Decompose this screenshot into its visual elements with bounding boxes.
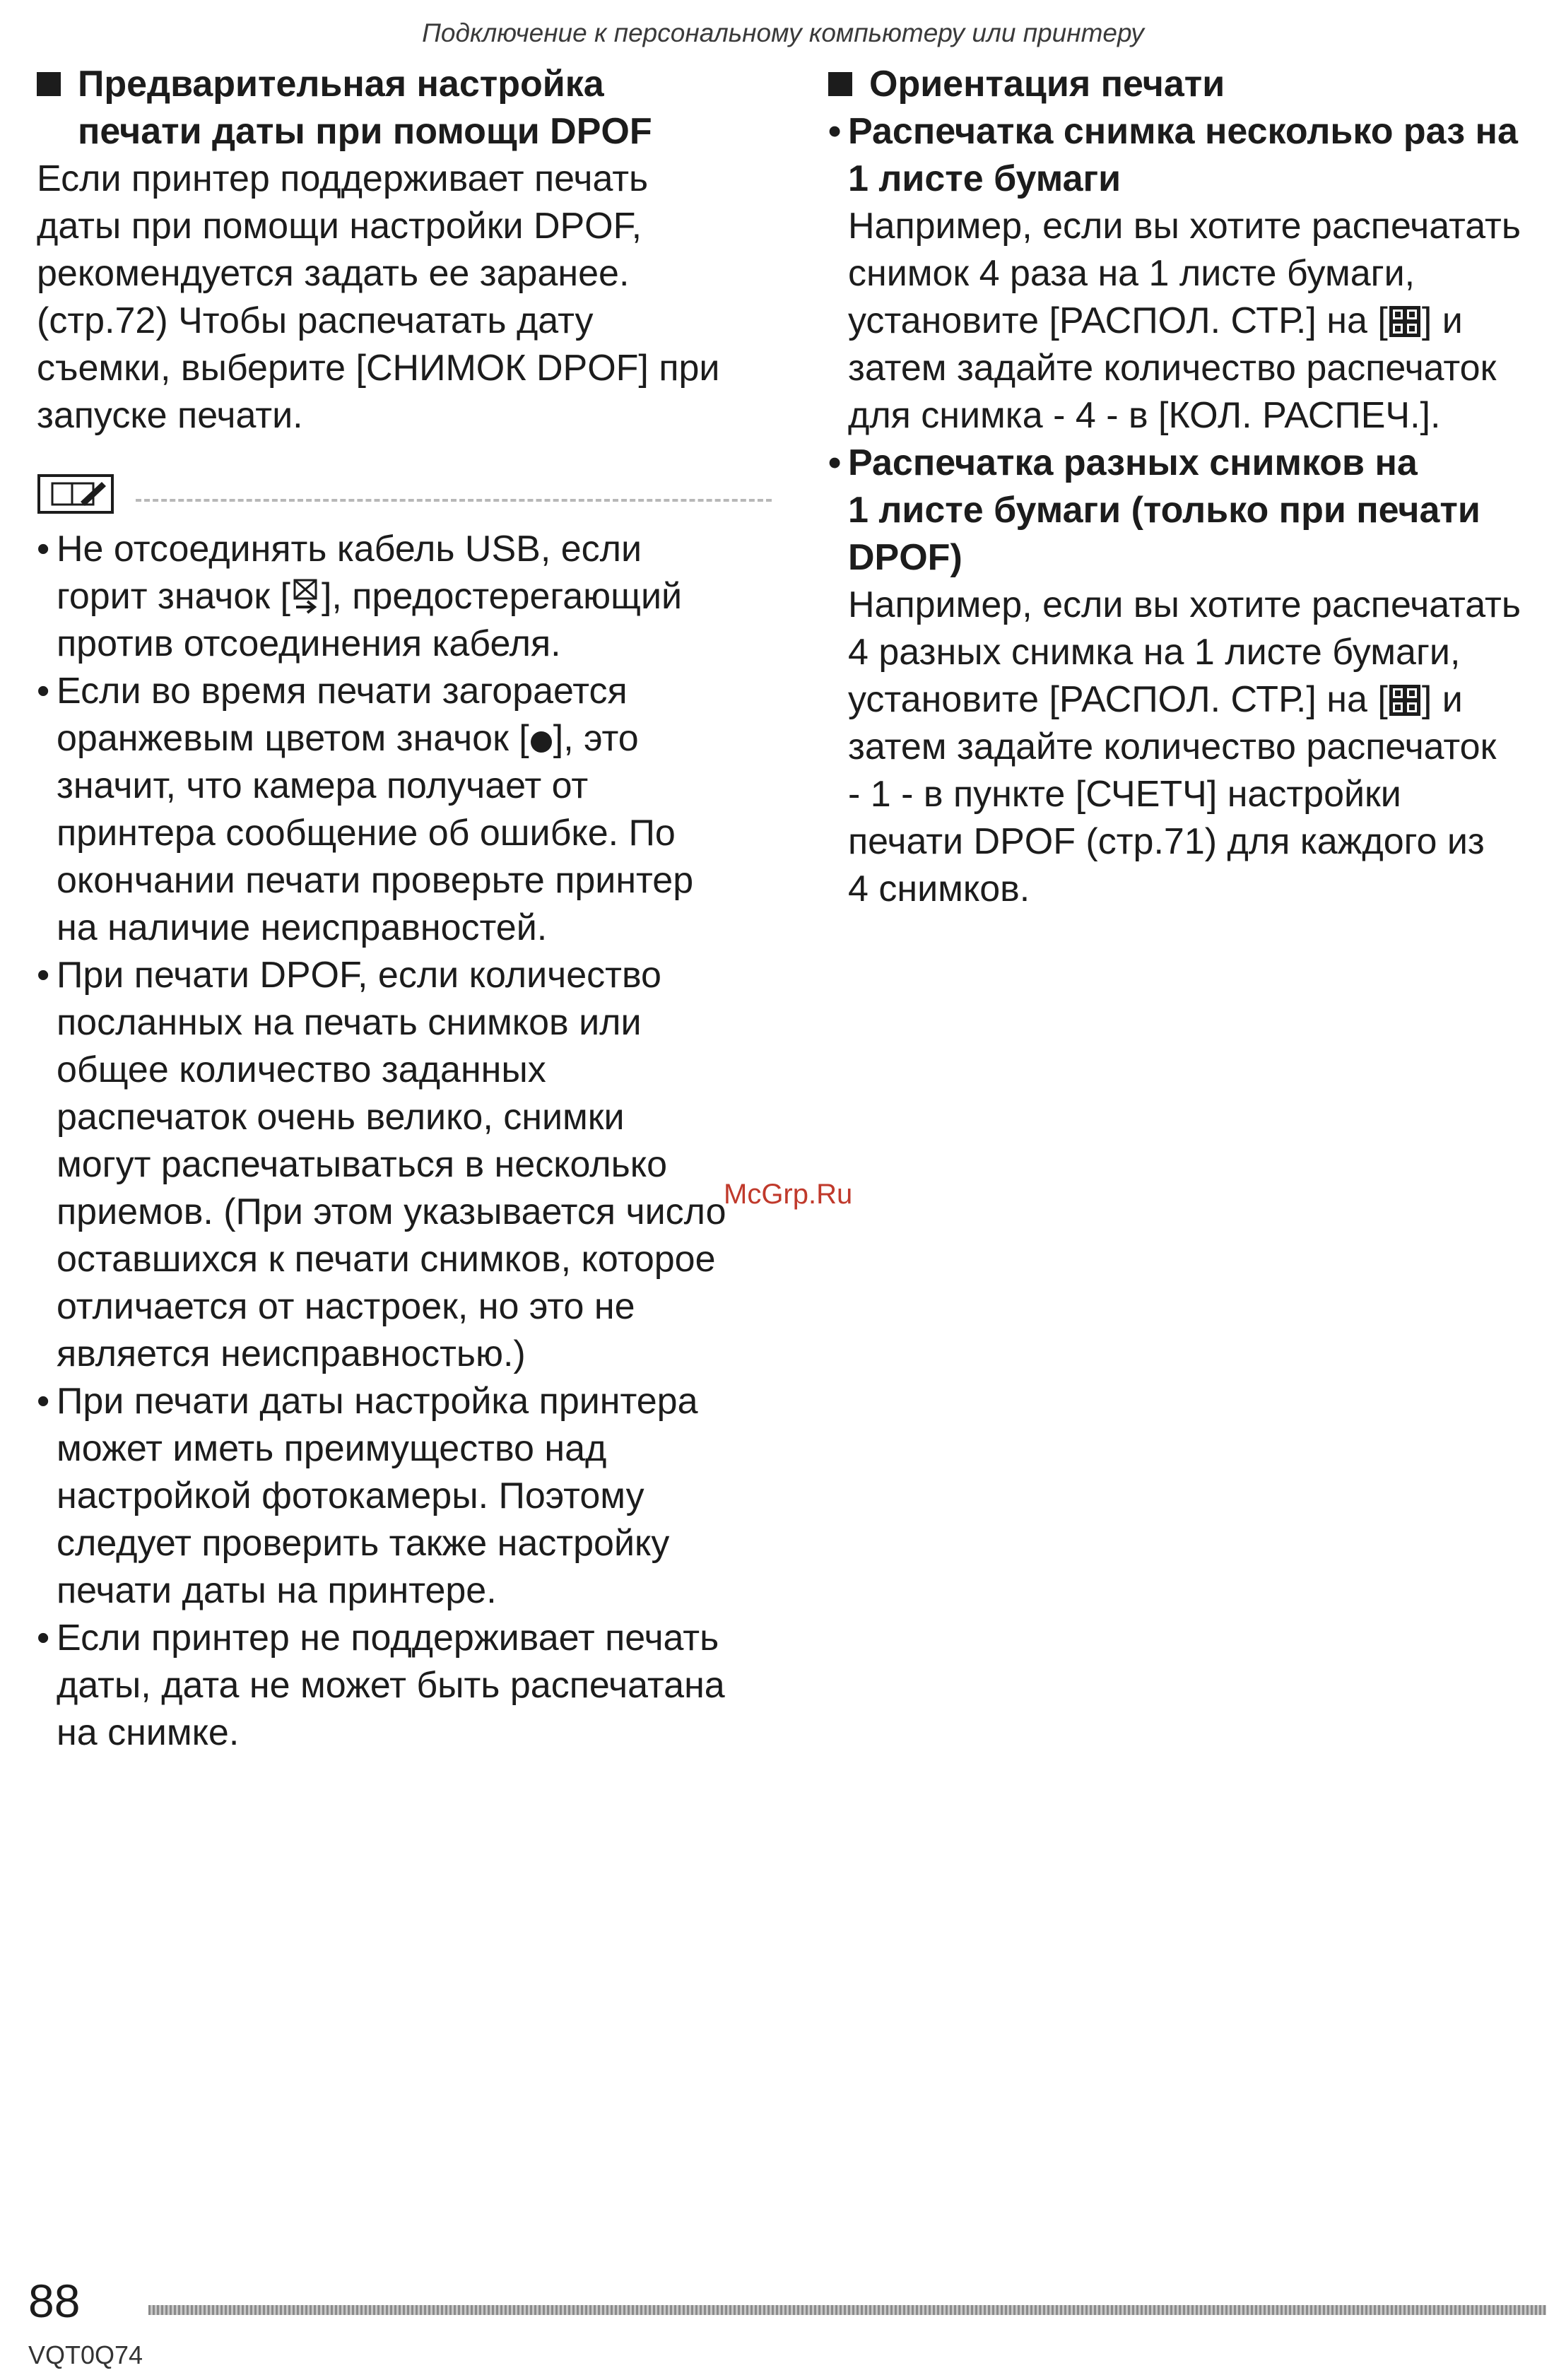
text-line: • Если во время печати загорается [57,671,628,712]
text-line: 1 листе бумаги [848,158,1121,199]
text-line: съемки, выберите [СНИМОК DPOF] при [37,348,720,389]
text-line: • При печати даты настройка принтера [57,1381,698,1422]
heading-line: Ориентация печати [869,64,1225,105]
bullet-dot: • [828,111,842,152]
dashed-separator [136,499,772,502]
text-line [848,676,1542,724]
section-heading-print-layout [828,61,1542,108]
text-line: Если принтер поддерживает печать [37,158,649,199]
text-line: • Если принтер не поддерживает печать [57,1618,719,1659]
dpof-date-paragraph [37,155,772,440]
note-item-orange-indicator [37,668,772,952]
text-line: • При печати DPOF, если количество [57,955,661,996]
text-line: рекомендуется задать ее заранее. [37,253,630,294]
subsection-body [848,203,1542,440]
memo-note-icon [37,473,114,514]
text-line: против отсоединения кабеля. [57,623,561,664]
text-line [848,298,1542,345]
text-line: принтера сообщение об ошибке. По [57,813,676,854]
text-fragment: ], это [553,718,639,759]
section-bullet-square-icon [828,72,852,96]
four-per-page-layout-icon [1388,683,1422,717]
note-item-dpof-quantity [37,952,772,1378]
note-item-printer-priority [37,1378,772,1615]
text-line [57,715,772,762]
note-item-no-date-support [37,1615,772,1757]
text-line: на наличие неисправностей. [57,907,548,948]
footer-rule [148,2305,1546,2315]
text-line: приемов. (При этом указывается число [57,1191,726,1232]
document-code: VQT0Q74 [28,2340,143,2369]
text-line: даты при помощи настройки DPOF, [37,206,642,247]
text-line: (стр.72) Чтобы распечатать дату [37,300,594,341]
text-line: окончании печати проверьте принтер [57,860,694,901]
text-fragment: оранжевым цветом значок [ [57,718,529,759]
do-not-disconnect-cable-icon [290,577,322,614]
text-line: запуске печати. [37,395,303,436]
layout-subsection-different-images [828,440,1542,913]
subsection-body [848,582,1542,913]
page-number: 88 [28,2275,81,2327]
text-line: • Не отсоединять кабель USB, если [57,529,642,570]
notes-list [37,526,772,1757]
text-line: затем задайте количество распечаток [848,726,1497,767]
section-bullet-square-icon [37,72,61,96]
text-line: затем задайте количество распечаток [848,348,1497,389]
text-line: печати DPOF (стр.71) для каждого из [848,821,1485,862]
text-line: Например, если вы хотите распечатать [848,584,1521,625]
subsection-title [828,108,1542,203]
text-fragment: установите [РАСПОЛ. СТР.] на [ [848,300,1388,341]
text-line [57,573,772,620]
right-column [828,61,1542,913]
four-per-page-layout-icon [1388,305,1422,338]
text-line: общее количество заданных [57,1049,546,1090]
text-line: посланных на печать снимков или [57,1002,642,1043]
text-line: печати даты на принтере. [57,1570,497,1611]
text-line: Например, если вы хотите распечатать [848,206,1521,247]
section-heading-dpof-date [37,61,772,155]
text-line: отличается от настроек, но это не [57,1286,635,1327]
text-line: 4 разных снимка на 1 листе бумаги, [848,632,1461,673]
running-header: Подключение к персональному компьютеру или принтеру [422,18,1144,47]
heading-line: Предварительная настройка [78,64,604,105]
heading-line: печати даты при помощи DPOF [78,111,652,152]
text-line: следует проверить также настройку [57,1523,670,1564]
text-line: 4 снимков. [848,868,1030,909]
bullet-dot: • [828,442,842,483]
text-line: для снимка - 4 - в [КОЛ. РАСПЕЧ.]. [848,395,1441,436]
text-line: могут распечатываться в несколько [57,1144,667,1185]
text-line: - 1 - в пункте [СЧЕТЧ] настройки [848,774,1401,815]
left-column [37,61,772,1757]
text-fragment: ] и [1421,679,1463,720]
subsection-title [828,440,1542,582]
orange-status-dot-icon [529,725,553,756]
text-fragment: горит значок [ [57,576,290,617]
text-line: оставшихся к печати снимков, которое [57,1239,716,1280]
text-fragment: установите [РАСПОЛ. СТР.] на [ [848,679,1388,720]
text-line: даты, дата не может быть распечатана [57,1665,725,1706]
text-line: является неисправностью.) [57,1333,526,1374]
text-fragment: ], предостерегающий [321,576,683,617]
text-line: DPOF) [848,537,962,578]
text-line: Распечатка разных снимков на [848,442,1418,483]
text-line: может иметь преимущество над [57,1428,607,1469]
watermark: McGrp.Ru [724,1179,853,1210]
text-line: на снимке. [57,1712,240,1753]
text-line: снимок 4 раза на 1 листе бумаги, [848,253,1415,294]
layout-subsection-same-image [828,108,1542,440]
text-line: распечаток очень велико, снимки [57,1097,625,1138]
notes-divider [37,469,772,526]
text-line: 1 листе бумаги (только при печати [848,490,1480,531]
text-fragment: ] и [1421,300,1463,341]
text-line: Распечатка снимка несколько раз на [848,111,1518,152]
text-line: значит, что камера получает от [57,765,589,806]
note-item-usb [37,526,772,668]
text-line: настройкой фотокамеры. Поэтому [57,1475,644,1516]
